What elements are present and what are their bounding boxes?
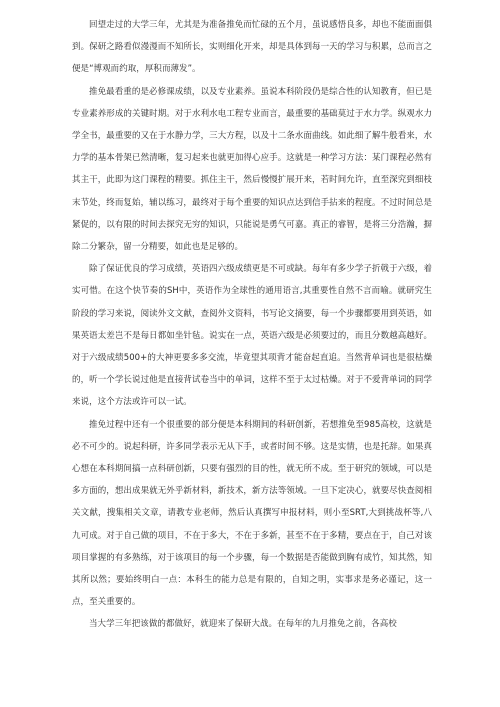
document-body bbox=[72, 14, 432, 636]
paragraph-final: 当大学三年把该做的都做好，就迎来了保研大战。在每年的九月推免之前，各高校 bbox=[89, 619, 397, 630]
paragraph-coursework: 推免最看重的是必修课成绩，以及专业素养。虽说本科阶段仍是综合性的认知教育，但已是专业素养形成的关键时期。对于水利水电工程专业而言，最重要的基础莫过于水力学。纵观水力学全书，最重要的又在于水静力学，三大方程，以及十二条水面曲线。如此细了解牛般看来，水力学的基本骨架已然清晰，复习起来也就更加得心应手。这就是一种学习方法：某门课程必然有其主干，此即为这门课程的精要。抓住主干，然后慢慢扩展开来，若时间允许，直至深究到细枝末节处，终而复始，辅以练习，最终对于每个重要的知识点达到信手拈来的程度。不过时间总是紧促的，以有限的时间去探究无穷的知识，只能说是勇气可嘉。真正的睿智，是将三分浩瀚，摒除二分繁杂，留一分精要，如此也是足够的。 bbox=[72, 86, 432, 253]
paragraph-research: 推免过程中还有一个很重要的部分便是本科期间的科研创新，若想推免至985高校，这就是必不可少的。说起科研，许多同学表示无从下手，或者时间不够。这是实情，也是托辞。如果真心想在本科期间搞一点科研创新，只要有强烈的目的性，就无所不成。至于研究的领域，可以是多方面的，想出成果就无外乎新材料，新技术，新方法等领域。一旦下定决心，就要尽快查阅相关文献，搜集相关文章，请教专业老师，然后认真撰写申报材料，则小至SRT,大到挑战杯等,八九可成。对于自己做的项目，不在于多大，不在于多新，甚至不在于多精，要点在于，自己对该项目掌握的有多熟练，对于该项目的每一个步骤，每一个数据是否能做到胸有成竹，知其然，知其所以然；要始终明白一点：本科生的能力总是有限的，自知之明，实事求是务必谨记，这一点，至关重要的。 bbox=[72, 419, 432, 608]
paragraph-english: 除了保证优良的学习成绩，英语四六级成绩更是不可或缺。每年有多少学子折戟于六级，着实可惜。在这个快节奏的SH中，英语作为全球性的通用语言,其重要性自然不言而喻。就研究生阶段的学习来说，阅读外文文献，查阅外文资料，书写论文摘要，每一个步骤都要用到英语，如果英语太差岂不是每日都如坐针毡。说实在一点，英语六级是必须要过的，而且分数越高越好。对于六级成绩500+的大神更要多多交流，毕竟望其项背才能奋起直追。当然背单词也是很枯燥的，听一个学长说过他是直接背试卷当中的单词，这样不至于太过枯燥。对于不爱背单词的同学来说，这个方法或许可以一试。 bbox=[72, 264, 432, 408]
paragraph-intro: 回望走过的大学三年，尤其是为准备推免而忙碌的五个月，虽说感悟良多，却也不能面面俱到。保研之路看似漫漫而不知所长，实则细化开来，却是具体到每一天的学习与积累，总而言之便是“博观而约取，厚积而薄发”。 bbox=[72, 20, 432, 75]
